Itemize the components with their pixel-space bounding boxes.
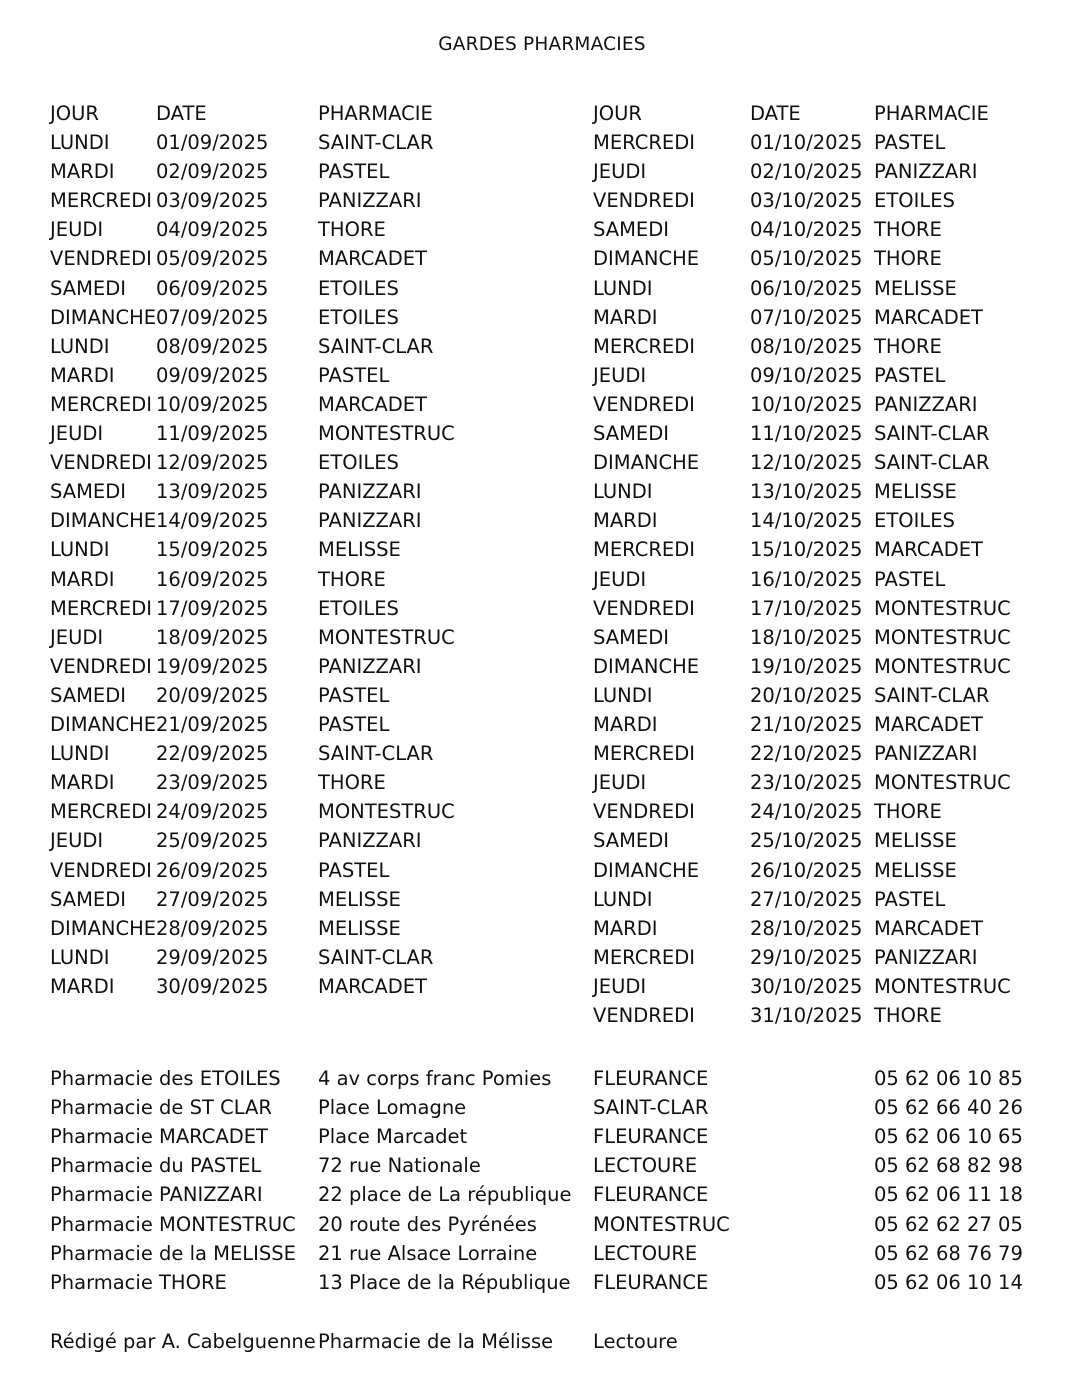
table-row [0,739,1084,768]
pharmacie-cell: MONTESTRUC [874,596,1011,620]
pharmacie-cell: PANIZZARI [874,160,978,184]
date-cell: 26/09/2025 [156,858,269,882]
jour-cell: JEUDI [593,160,647,184]
pharmacie-cell: PANIZZARI [318,654,422,678]
table-row [0,186,1084,215]
pharmacie-cell: PASTEL [874,363,946,387]
contact-address: 72 rue Nationale [318,1154,481,1178]
table-row [0,710,1084,739]
date-cell: 22/09/2025 [156,742,269,766]
date-cell: 21/09/2025 [156,713,269,736]
contact-row [0,1122,1084,1151]
jour-cell: SAMEDI [50,480,126,504]
pharmacie-cell: PASTEL [318,683,390,707]
pharmacie-cell: PASTEL [318,160,390,184]
date-cell: 24/09/2025 [156,800,269,824]
pharmacie-cell: THORE [874,1004,942,1027]
pharmacie-cell: MONTESTRUC [874,625,1011,649]
contact-name: Pharmacie du PASTEL [50,1154,262,1178]
header-jour-left: JOUR [50,102,99,125]
jour-cell: MERCREDI [50,189,152,213]
contact-address: 21 rue Alsace Lorraine [318,1241,538,1265]
jour-cell: LUNDI [593,480,653,504]
table-row [0,652,1084,681]
date-cell: 07/10/2025 [750,305,863,329]
date-cell: 25/10/2025 [750,829,863,853]
pharmacie-cell: SAINT-CLAR [318,742,434,766]
pharmacie-cell: MARCADET [318,974,427,998]
footer-author: Rédigé par A. Cabelguenne [50,1330,316,1353]
contact-phone: 05 62 06 11 18 [874,1183,1023,1207]
pharmacie-cell: ETOILES [874,509,955,533]
jour-cell: MARDI [50,160,115,184]
jour-cell: DIMANCHE [50,916,157,940]
header-jour-right: JOUR [593,102,642,125]
table-row [0,797,1084,826]
contact-city: FLEURANCE [593,1270,709,1294]
table-row [0,972,1084,1001]
jour-cell: LUNDI [593,276,653,300]
pharmacie-cell: PANIZZARI [874,945,978,969]
jour-cell: JEUDI [50,218,104,242]
date-cell: 28/10/2025 [750,916,863,940]
jour-cell: JEUDI [50,422,104,445]
date-cell: 12/09/2025 [156,451,269,475]
jour-cell: JEUDI [50,829,104,853]
footer-pharmacy: Pharmacie de la Mélisse [318,1330,554,1353]
contact-row [0,1239,1084,1268]
jour-cell: LUNDI [593,887,653,911]
contact-phone: 05 62 06 10 65 [874,1125,1023,1149]
table-row [0,856,1084,885]
contact-city: FLEURANCE [593,1067,709,1090]
table-row [0,565,1084,594]
contact-address: Place Marcadet [318,1125,468,1149]
date-cell: 17/10/2025 [750,596,863,620]
pharmacie-cell: THORE [874,800,942,824]
footer [0,1327,1084,1356]
table-row [0,1001,1084,1030]
jour-cell: MERCREDI [593,131,695,154]
contact-name: Pharmacie MONTESTRUC [50,1212,296,1236]
contact-phone: 05 62 68 76 79 [874,1241,1023,1265]
page-title: GARDES PHARMACIES [438,34,646,55]
table-row [0,477,1084,506]
contact-city: FLEURANCE [593,1125,709,1149]
pharmacie-cell: MELISSE [318,538,401,562]
jour-cell: VENDREDI [593,189,695,213]
table-row [0,885,1084,914]
table-row [0,303,1084,332]
jour-cell: VENDREDI [593,392,695,416]
pharmacie-cell: PANIZZARI [874,392,978,416]
contact-row [0,1151,1084,1180]
jour-cell: LUNDI [50,945,110,969]
date-cell: 16/10/2025 [750,567,863,591]
jour-cell: SAMEDI [50,683,126,707]
pharmacie-cell: PANIZZARI [318,480,422,504]
contact-row [0,1064,1084,1093]
pharmacie-cell: THORE [874,218,942,242]
pharmacie-cell: ETOILES [318,451,399,475]
date-cell: 19/10/2025 [750,654,863,678]
date-cell: 11/10/2025 [750,422,863,445]
pharmacie-cell: PASTEL [318,713,390,736]
jour-cell: VENDREDI [593,800,695,824]
pharmacie-cell: THORE [874,334,942,358]
date-cell: 13/10/2025 [750,480,863,504]
date-cell: 04/10/2025 [750,218,863,242]
date-cell: 13/09/2025 [156,480,269,504]
pharmacie-cell: THORE [874,247,942,271]
jour-cell: MERCREDI [593,334,695,358]
contact-row [0,1093,1084,1122]
jour-cell: MERCREDI [50,800,152,824]
pharmacie-cell: SAINT-CLAR [874,422,990,445]
date-cell: 30/10/2025 [750,974,863,998]
jour-cell: DIMANCHE [593,451,700,475]
pharmacie-cell: MONTESTRUC [318,625,455,649]
date-cell: 01/10/2025 [750,131,863,154]
contact-city: LECTOURE [593,1154,698,1178]
table-row [0,157,1084,186]
date-cell: 10/09/2025 [156,392,269,416]
pharmacie-cell: SAINT-CLAR [318,945,434,969]
jour-cell: MARDI [593,305,658,329]
date-cell: 02/09/2025 [156,160,269,184]
date-cell: 03/09/2025 [156,189,269,213]
jour-cell: VENDREDI [50,654,152,678]
jour-cell: DIMANCHE [593,858,700,882]
date-cell: 06/10/2025 [750,276,863,300]
table-row [0,623,1084,652]
table-row [0,419,1084,448]
table-row [0,594,1084,623]
date-cell: 19/09/2025 [156,654,269,678]
date-cell: 14/10/2025 [750,509,863,533]
pharmacie-cell: MELISSE [318,916,401,940]
date-cell: 04/09/2025 [156,218,269,242]
table-row [0,535,1084,564]
contact-phone: 05 62 06 10 85 [874,1067,1023,1090]
jour-cell: VENDREDI [50,451,152,475]
pharmacie-cell: SAINT-CLAR [318,334,434,358]
jour-cell: MERCREDI [50,596,152,620]
jour-cell: VENDREDI [50,858,152,882]
table-row [0,826,1084,855]
jour-cell: LUNDI [50,742,110,766]
jour-cell: MARDI [50,771,115,795]
pharmacie-cell: PASTEL [318,363,390,387]
jour-cell: SAMEDI [50,276,126,300]
table-row [0,448,1084,477]
jour-cell: MARDI [50,363,115,387]
jour-cell: JEUDI [593,771,647,795]
date-cell: 05/09/2025 [156,247,269,271]
pharmacie-cell: SAINT-CLAR [874,451,990,475]
table-row [0,943,1084,972]
date-cell: 21/10/2025 [750,713,863,736]
jour-cell: DIMANCHE [50,713,157,736]
contact-row [0,1210,1084,1239]
header-pharmacie-right: PHARMACIE [874,102,989,125]
pharmacie-cell: MELISSE [874,480,957,504]
pharmacie-cell: MELISSE [874,276,957,300]
date-cell: 25/09/2025 [156,829,269,853]
jour-cell: MARDI [593,916,658,940]
date-cell: 23/09/2025 [156,771,269,795]
jour-cell: LUNDI [50,334,110,358]
date-cell: 28/09/2025 [156,916,269,940]
date-cell: 16/09/2025 [156,567,269,591]
date-cell: 26/10/2025 [750,858,863,882]
date-cell: 15/09/2025 [156,538,269,562]
contact-name: Pharmacie MARCADET [50,1125,268,1149]
contact-name: Pharmacie des ETOILES [50,1067,281,1090]
pharmacie-cell: ETOILES [874,189,955,213]
table-header [0,99,1084,128]
contact-name: Pharmacie PANIZZARI [50,1183,263,1207]
date-cell: 29/10/2025 [750,945,863,969]
table-row [0,768,1084,797]
contact-phone: 05 62 62 27 05 [874,1212,1023,1236]
date-cell: 02/10/2025 [750,160,863,184]
footer-city: Lectoure [593,1330,678,1353]
contact-phone: 05 62 06 10 14 [874,1270,1023,1294]
pharmacie-cell: MELISSE [874,829,957,853]
contact-phone: 05 62 68 82 98 [874,1154,1023,1178]
pharmacie-cell: MARCADET [318,247,427,271]
contact-name: Pharmacie de la MELISSE [50,1241,296,1265]
pharmacie-cell: PANIZZARI [318,189,422,213]
table-row [0,128,1084,157]
contact-city: SAINT-CLAR [593,1096,709,1120]
jour-cell: VENDREDI [50,247,152,271]
date-cell: 08/09/2025 [156,334,269,358]
pharmacie-cell: PASTEL [874,887,946,911]
date-cell: 18/09/2025 [156,625,269,649]
pharmacie-cell: THORE [318,218,386,242]
pharmacie-cell: MARCADET [874,916,983,940]
header-date-right: DATE [750,102,801,125]
contact-address: 20 route des Pyrénées [318,1212,537,1236]
table-row [0,390,1084,419]
pharmacie-cell: SAINT-CLAR [874,683,990,707]
pharmacie-cell: PASTEL [874,131,946,154]
contact-name: Pharmacie THORE [50,1270,227,1294]
contact-phone: 05 62 66 40 26 [874,1096,1023,1120]
table-row [0,274,1084,303]
date-cell: 23/10/2025 [750,771,863,795]
jour-cell: DIMANCHE [50,305,157,329]
jour-cell: MARDI [50,974,115,998]
date-cell: 29/09/2025 [156,945,269,969]
pharmacie-cell: MARCADET [874,713,983,736]
jour-cell: MARDI [50,567,115,591]
header-date-left: DATE [156,102,207,125]
jour-cell: VENDREDI [593,1004,695,1027]
contact-address: 13 Place de la République [318,1270,571,1294]
pharmacie-cell: ETOILES [318,276,399,300]
date-cell: 27/09/2025 [156,887,269,911]
date-cell: 01/09/2025 [156,131,269,154]
jour-cell: SAMEDI [593,218,669,242]
pharmacie-cell: ETOILES [318,596,399,620]
date-cell: 30/09/2025 [156,974,269,998]
table-row [0,332,1084,361]
date-cell: 31/10/2025 [750,1004,863,1027]
jour-cell: VENDREDI [593,596,695,620]
jour-cell: MARDI [593,713,658,736]
date-cell: 05/10/2025 [750,247,863,271]
pharmacie-cell: MONTESTRUC [874,771,1011,795]
pharmacie-cell: THORE [318,567,386,591]
date-cell: 18/10/2025 [750,625,863,649]
jour-cell: DIMANCHE [593,247,700,271]
table-row [0,506,1084,535]
jour-cell: MERCREDI [50,392,152,416]
jour-cell: JEUDI [593,363,647,387]
jour-cell: LUNDI [50,538,110,562]
pharmacie-cell: MELISSE [874,858,957,882]
date-cell: 20/10/2025 [750,683,863,707]
jour-cell: LUNDI [593,683,653,707]
pharmacie-cell: MELISSE [318,887,401,911]
jour-cell: MERCREDI [593,538,695,562]
jour-cell: DIMANCHE [593,654,700,678]
pharmacie-cell: PANIZZARI [318,829,422,853]
pharmacie-cell: MONTESTRUC [318,422,455,445]
jour-cell: SAMEDI [593,625,669,649]
jour-cell: MERCREDI [593,945,695,969]
contact-address: 22 place de La république [318,1183,572,1207]
date-cell: 22/10/2025 [750,742,863,766]
contact-city: MONTESTRUC [593,1212,730,1236]
date-cell: 09/09/2025 [156,363,269,387]
jour-cell: DIMANCHE [50,509,157,533]
jour-cell: MARDI [593,509,658,533]
date-cell: 10/10/2025 [750,392,863,416]
pharmacie-cell: MONTESTRUC [874,974,1011,998]
table-row [0,914,1084,943]
date-cell: 11/09/2025 [156,422,269,445]
jour-cell: SAMEDI [593,829,669,853]
pharmacie-cell: MONTESTRUC [318,800,455,824]
date-cell: 07/09/2025 [156,305,269,329]
date-cell: 15/10/2025 [750,538,863,562]
jour-cell: LUNDI [50,131,110,154]
jour-cell: MERCREDI [593,742,695,766]
pharmacie-cell: PANIZZARI [874,742,978,766]
pharmacie-cell: MONTESTRUC [874,654,1011,678]
date-cell: 12/10/2025 [750,451,863,475]
contact-city: FLEURANCE [593,1183,709,1207]
contact-address: Place Lomagne [318,1096,467,1120]
date-cell: 14/09/2025 [156,509,269,533]
pharmacie-cell: PASTEL [318,858,390,882]
date-cell: 08/10/2025 [750,334,863,358]
jour-cell: SAMEDI [50,887,126,911]
jour-cell: JEUDI [50,625,104,649]
pharmacie-cell: PANIZZARI [318,509,422,533]
date-cell: 09/10/2025 [750,363,863,387]
pharmacie-cell: SAINT-CLAR [318,131,434,154]
date-cell: 24/10/2025 [750,800,863,824]
date-cell: 06/09/2025 [156,276,269,300]
header-pharmacie-left: PHARMACIE [318,102,433,125]
pharmacie-cell: ETOILES [318,305,399,329]
date-cell: 17/09/2025 [156,596,269,620]
pharmacie-cell: MARCADET [874,538,983,562]
contact-address: 4 av corps franc Pomies [318,1067,552,1090]
contact-row [0,1180,1084,1209]
table-row [0,681,1084,710]
pharmacie-cell: THORE [318,771,386,795]
table-row [0,361,1084,390]
jour-cell: JEUDI [593,974,647,998]
jour-cell: SAMEDI [593,422,669,445]
contact-city: LECTOURE [593,1241,698,1265]
pharmacie-cell: MARCADET [318,392,427,416]
contact-row [0,1268,1084,1297]
date-cell: 27/10/2025 [750,887,863,911]
pharmacie-cell: PASTEL [874,567,946,591]
date-cell: 03/10/2025 [750,189,863,213]
contact-name: Pharmacie de ST CLAR [50,1096,272,1120]
pharmacie-cell: MARCADET [874,305,983,329]
jour-cell: JEUDI [593,567,647,591]
table-row [0,215,1084,244]
table-row [0,244,1084,273]
date-cell: 20/09/2025 [156,683,269,707]
